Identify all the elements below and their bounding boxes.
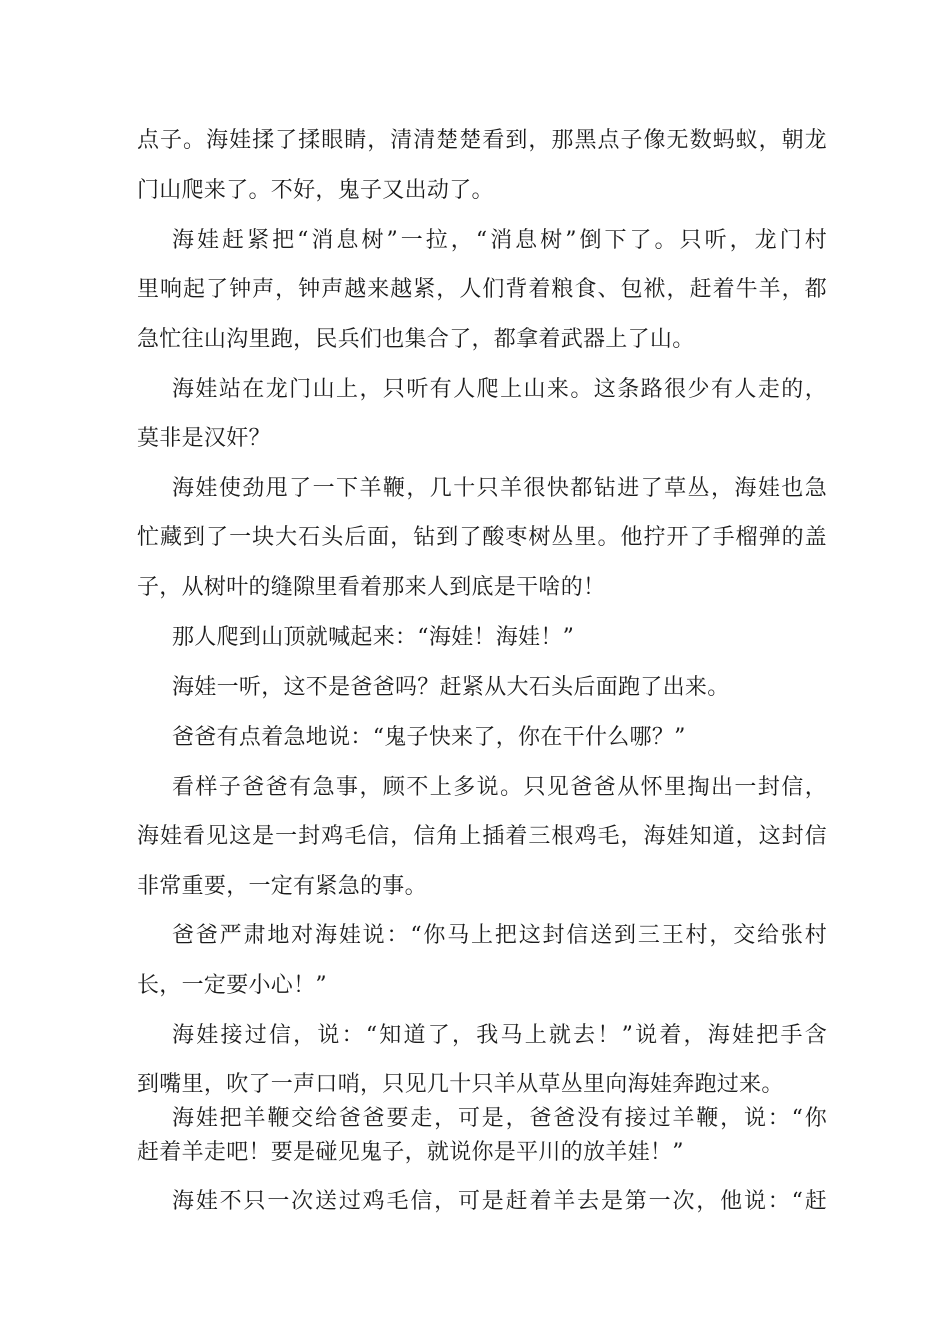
text-line: 长，一定要小心！” [137, 973, 327, 998]
text-line: 海娃使劲甩了一下羊鞭，几十只羊很快都钻进了草丛，海娃也急 [172, 476, 827, 501]
text-line: 子，从树叶的缝隙里看着那来人到底是干啥的！ [137, 575, 606, 600]
text-line: 海娃一听，这不是爸爸吗？赶紧从大石头后面跑了出来。 [172, 675, 730, 700]
text-line: 那人爬到山顶就喊起来：“海娃！海娃！” [172, 625, 575, 650]
text-line: 里响起了钟声，钟声越来越紧，人们背着粮食、包袱，赶着牛羊，都 [137, 277, 827, 302]
text-line: 海娃看见这是一封鸡毛信，信角上插着三根鸡毛，海娃知道，这封信 [137, 824, 827, 849]
text-line: 赶着羊走吧！要是碰见鬼子，就说你是平川的放羊娃！” [137, 1140, 684, 1165]
text-line: 海娃站在龙门山上，只听有人爬上山来。这条路很少有人走的， [172, 377, 827, 402]
text-line: 非常重要，一定有紧急的事。 [137, 874, 427, 899]
text-line: 爸爸有点着急地说：“鬼子快来了，你在干什么哪？” [172, 725, 686, 750]
text-line: 爸爸严肃地对海娃说：“你马上把这封信送到三王村，交给张村 [172, 923, 827, 948]
text-line: 到嘴里，吹了一声口哨，只见几十只羊从草丛里向海娃奔跑过来。 [137, 1072, 784, 1097]
text-line: 海娃不只一次送过鸡毛信，可是赶着羊去是第一次，他说：“赶 [172, 1189, 827, 1214]
text-line: 海娃接过信，说：“知道了，我马上就去！”说着，海娃把手含 [172, 1023, 827, 1048]
text-line: 急忙往山沟里跑，民兵们也集合了，都拿着武器上了山。 [137, 327, 695, 352]
text-line: 海娃把羊鞭交给爸爸要走，可是，爸爸没有接过羊鞭，说：“你 [172, 1106, 827, 1131]
text-line: 海娃赶紧把“消息树”一拉，“消息树”倒下了。只听，龙门村 [172, 228, 827, 253]
text-line: 门山爬来了。不好，鬼子又出动了。 [137, 178, 494, 203]
text-line: 点子。海娃揉了揉眼睛，清清楚楚看到，那黑点子像无数蚂蚁，朝龙 [137, 128, 827, 153]
text-line: 看样子爸爸有急事，顾不上多说。只见爸爸从怀里掏出一封信， [172, 775, 827, 800]
text-line: 忙藏到了一块大石头后面，钻到了酸枣树丛里。他拧开了手榴弹的盖 [137, 525, 827, 550]
text-line: 莫非是汉奸？ [137, 426, 271, 451]
